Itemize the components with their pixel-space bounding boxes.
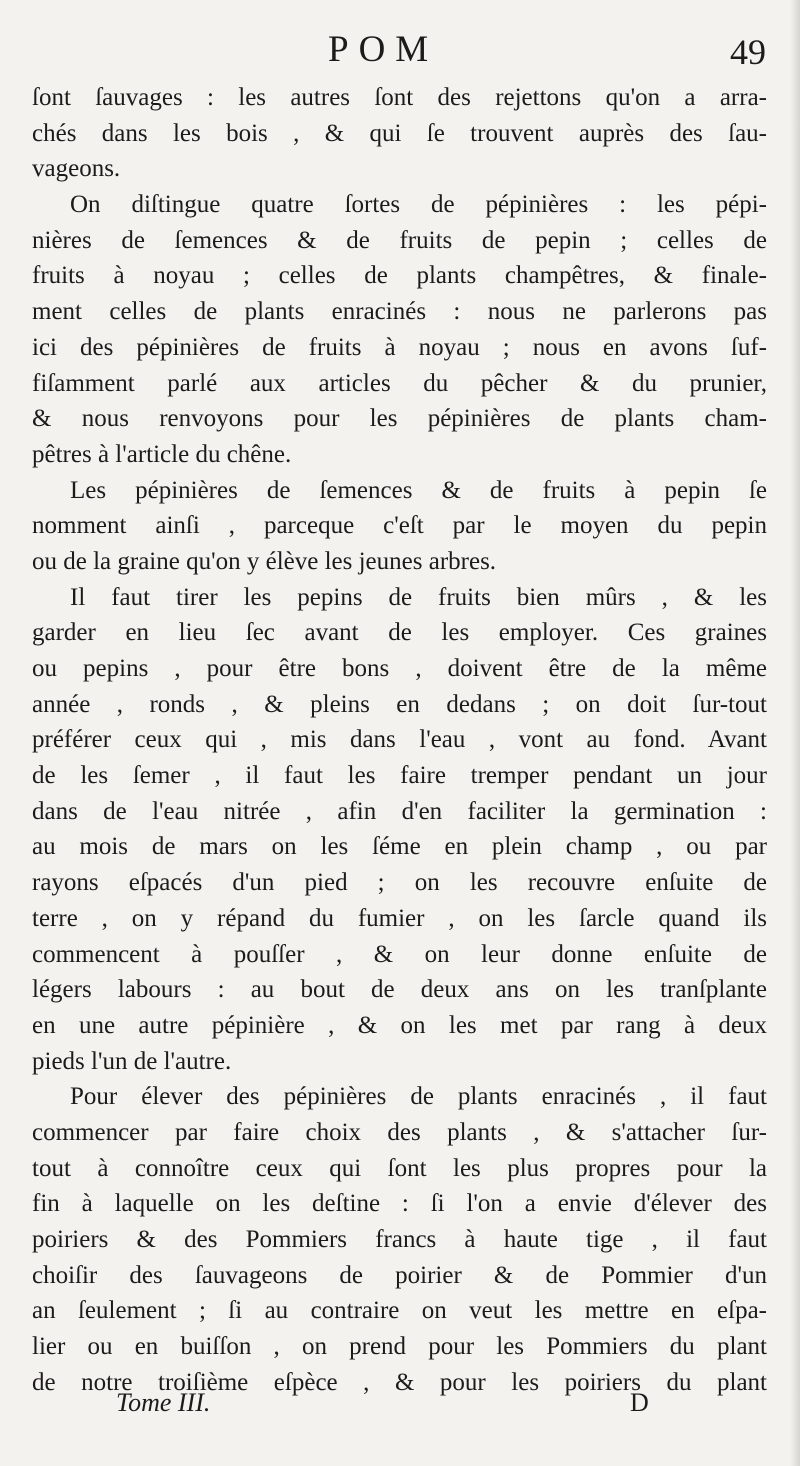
text-line: Les pépinières de ſemences & de fruits à pepin ſe: [70, 476, 767, 504]
running-head: [0, 22, 800, 78]
text-line: de notre troiſième eſpèce , & pour les poiriers du plant: [32, 1368, 767, 1396]
text-line: ou pepins , pour être bons , doivent être de la même: [32, 655, 767, 682]
text-line: an ſeulement ; ſi au contraire on veut les mettre en eſpa-: [32, 1297, 767, 1325]
text-line: terre , on y répand du fumier , on les ſarcle quand ils: [32, 904, 767, 932]
text-line: légers labours : au bout de deux ans on les tranſplante: [32, 976, 767, 1004]
text-line: pêtres à l'article du chêne.: [32, 440, 292, 468]
text-line: en une autre pépinière , & on les met par rang à deux: [32, 1011, 767, 1039]
text-line: fiſamment parlé aux articles du pêcher & du prunier,: [32, 369, 767, 397]
text-line: tout à connoître ceux qui ſont les plus propres pour la: [32, 1154, 767, 1182]
text-line: pieds l'un de l'autre.: [32, 1047, 232, 1075]
page-number: 49: [730, 32, 766, 72]
text-line: nomment ainſi , parceque c'eſt par le moyen du pepin: [32, 512, 767, 540]
text-line: nières de ſemences & de fruits de pepin ; celles de: [32, 226, 767, 254]
text-line: lier ou en buiſſon , on prend pour les Pommiers du plant: [32, 1333, 767, 1361]
text-line: choiſir des ſauvageons de poirier & de Pommier d'un: [32, 1261, 767, 1289]
text-line: ſont ſauvages : les autres ſont des rejettons qu'on a arra-: [32, 84, 767, 111]
text-line: année , ronds , & pleins en dedans ; on doit ſur-tout: [32, 690, 767, 718]
text-line: fin à laquelle on les deſtine : ſi l'on a envie d'élever des: [32, 1190, 767, 1218]
text-line: au mois de mars on les ſéme en plein champ , ou par: [32, 833, 767, 861]
text-line: commencer par faire choix des plants , & s'attacher ſur-: [32, 1118, 767, 1146]
text-line: poiriers & des Pommiers francs à haute tige , il faut: [32, 1226, 767, 1253]
text-line: chés dans les bois , & qui ſe trouvent auprès des ſau-: [32, 119, 767, 147]
text-line: préférer ceux qui , mis dans l'eau , vont au fond. Avant: [32, 726, 767, 754]
text-line: ici des pépinières de fruits à noyau ; nous en avons ſuf-: [32, 333, 767, 361]
text-line: rayons eſpacés d'un pied ; on les recouvre enſuite de: [32, 869, 767, 897]
text-line: de les ſemer , il faut les faire tremper pendant un jour: [32, 762, 767, 790]
text-line: garder en lieu ſec avant de les employer. Ces graines: [32, 619, 767, 647]
text-line: & nous renvoyons pour les pépinières de plants cham-: [32, 405, 767, 433]
body-text: [32, 80, 767, 1400]
text-line: Il faut tirer les pepins de fruits bien mûrs , & les: [70, 583, 767, 611]
text-line: ment celles de plants enracinés : nous ne parlerons pas: [32, 298, 767, 326]
running-title: POM: [328, 29, 439, 70]
text-line: dans de l'eau nitrée , afin d'en faciliter la germination :: [32, 797, 767, 825]
volume-label: Tome III.: [116, 1388, 211, 1417]
text-line: Pour élever des pépinières de plants enracinés , il faut: [70, 1083, 767, 1111]
text-line: fruits à noyau ; celles de plants champêtres, & finale-: [32, 262, 767, 290]
text-line: commencent à pouſſer , & on leur donne enſuite de: [32, 940, 767, 968]
text-line: ou de la graine qu'on y élève les jeunes arbres.: [32, 547, 497, 575]
signature-mark: D: [630, 1388, 649, 1417]
text-line: On diſtingue quatre ſortes de pépinières : les pépi-: [70, 191, 767, 219]
text-line: vageons.: [32, 155, 121, 183]
